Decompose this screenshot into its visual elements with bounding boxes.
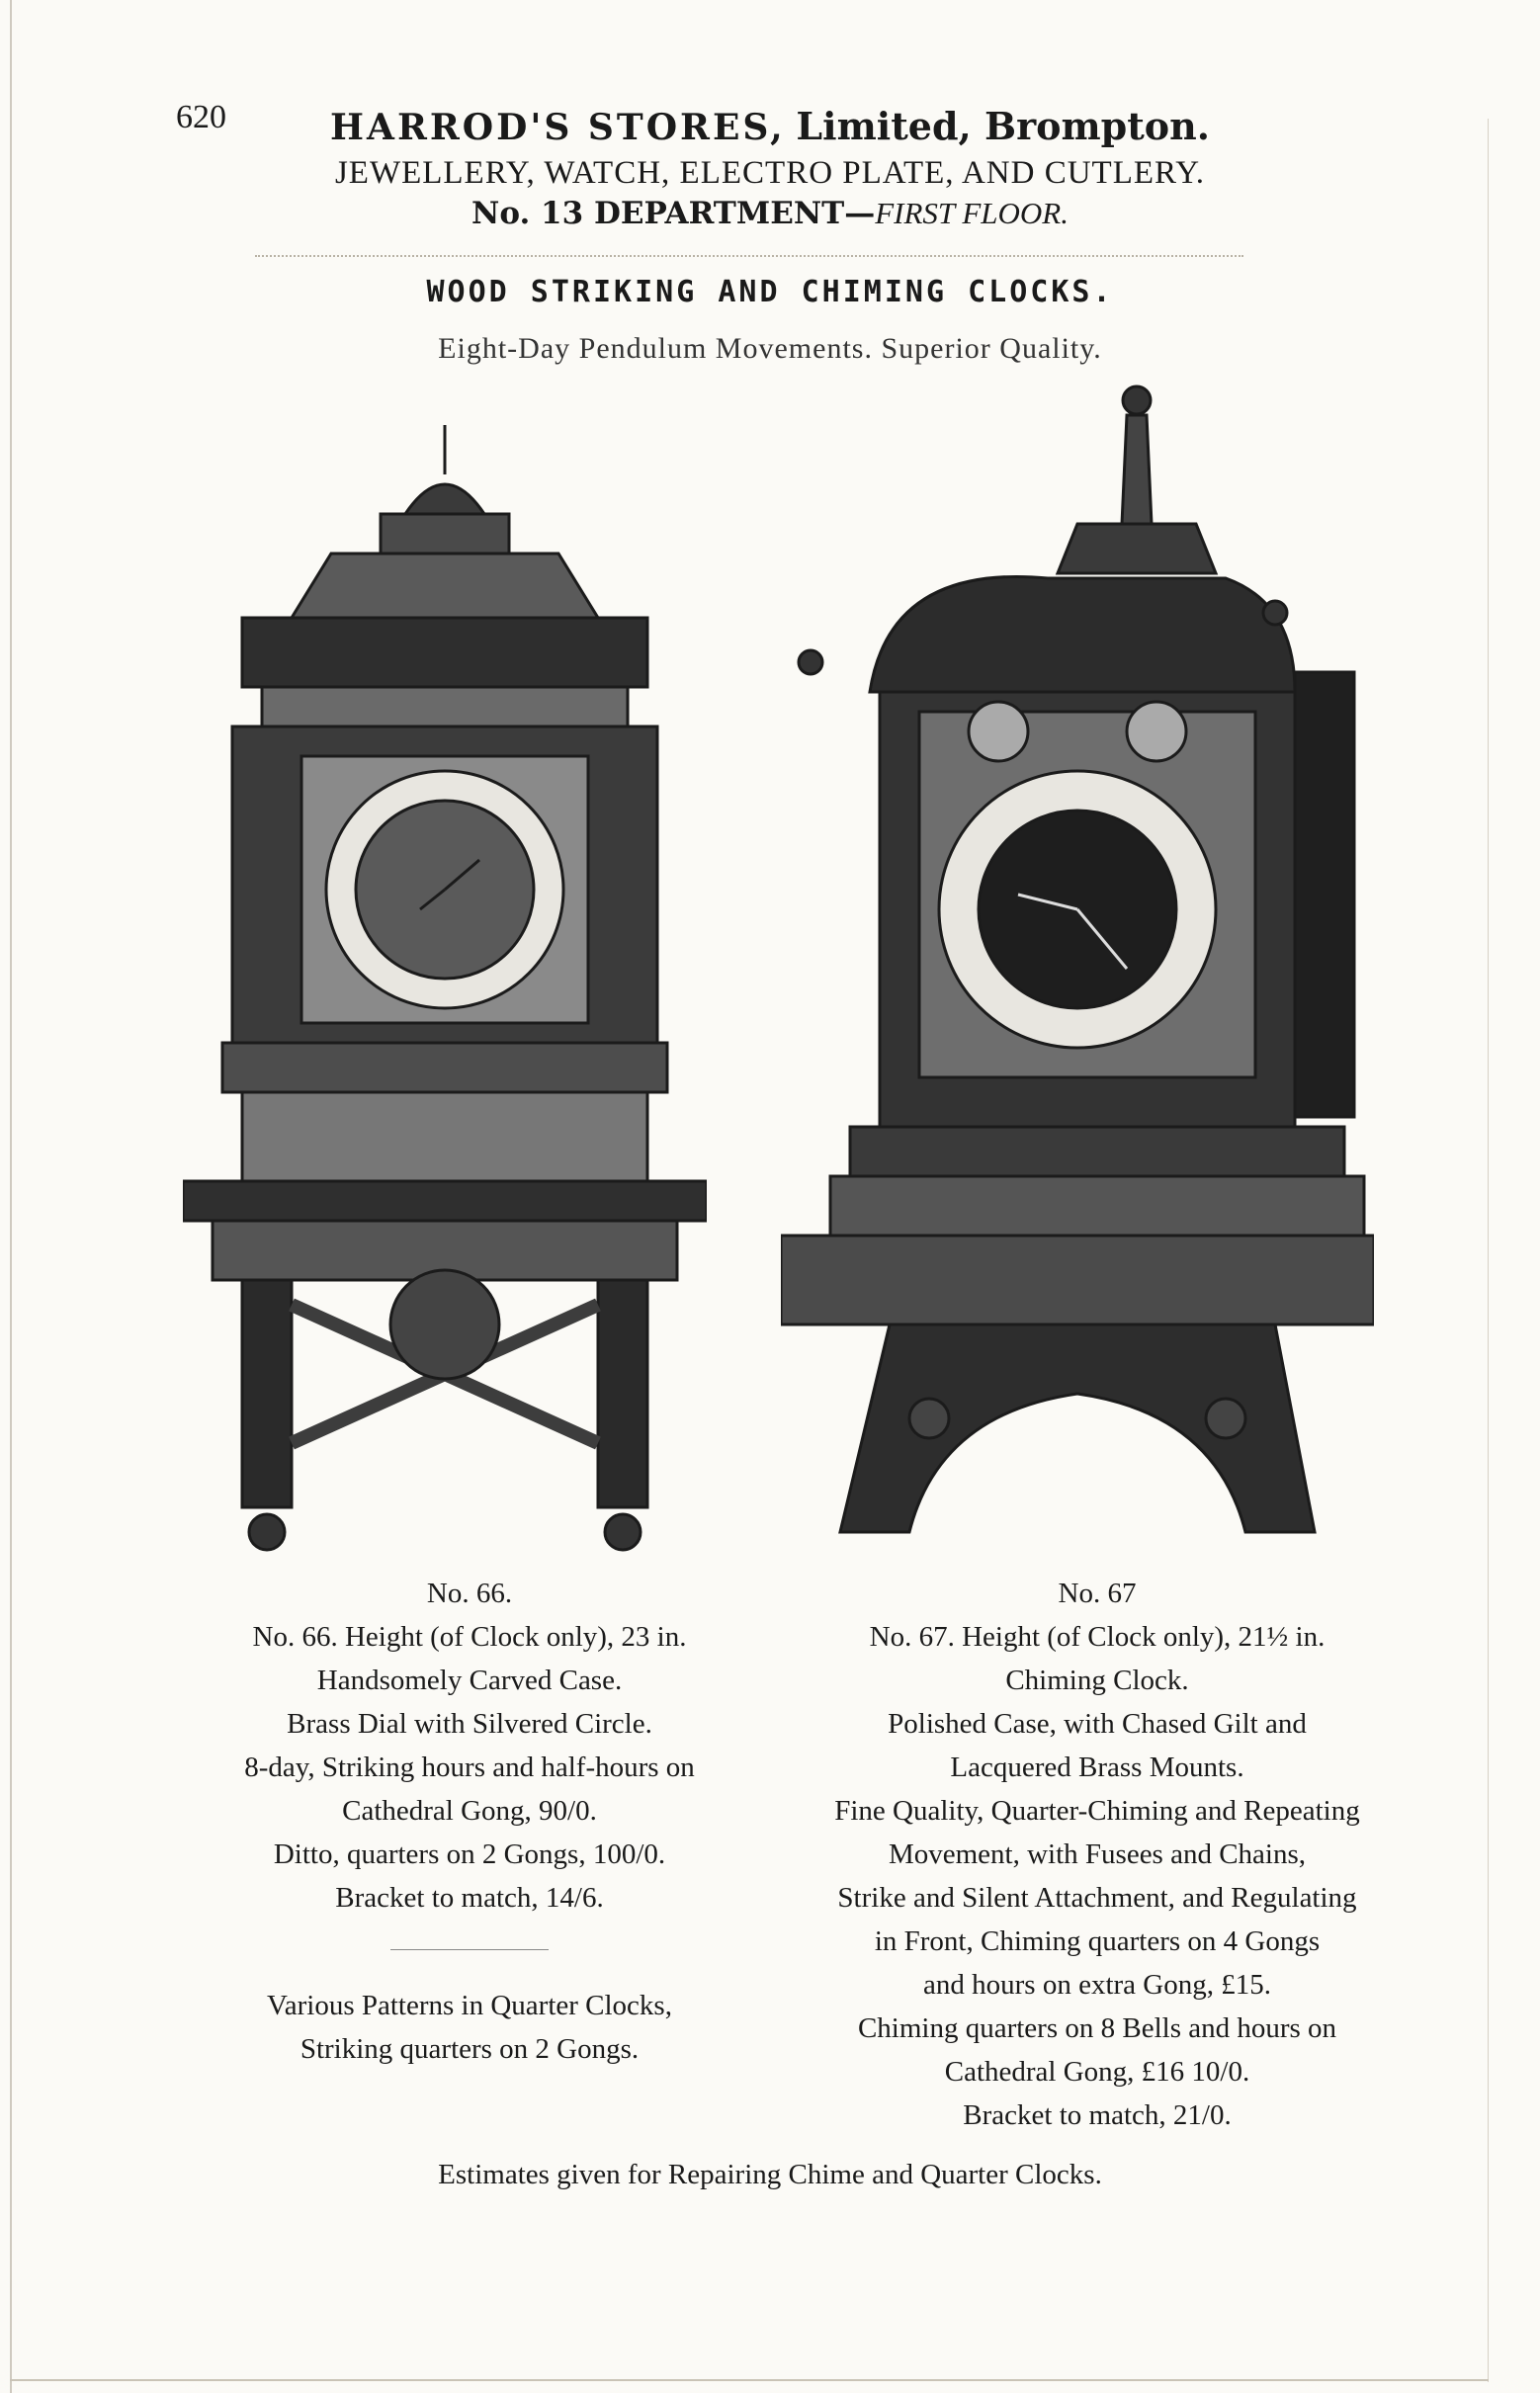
floor-line — [0, 196, 1540, 231]
description-line: Cathedral Gong, £16 10/0. — [944, 2056, 1250, 2088]
description-line: Bracket to match, 21/0. — [963, 2099, 1232, 2131]
description-line: Chiming Clock. — [1005, 1665, 1189, 1696]
description-line: Polished Case, with Chased Gilt and — [888, 1708, 1307, 1740]
description-line: Strike and Silent Attachment, and Regulating — [837, 1882, 1357, 1914]
figure-label-66: No. 66. — [426, 1578, 513, 1609]
floor-name: FIRST FLOOR. — [875, 196, 1069, 230]
footer-note: Estimates given for Repairing Chime and Quarter Clocks. — [438, 2159, 1102, 2190]
description-line: No. 67. Height (of Clock only), 21½ in. — [869, 1621, 1326, 1653]
description-line: Fine Quality, Quarter-Chiming and Repeating — [834, 1795, 1360, 1827]
page-edge-right — [1488, 119, 1489, 2382]
description-line: No. 66. Height (of Clock only), 23 in. — [252, 1621, 687, 1653]
section-title: WOOD STRIKING AND CHIMING CLOCKS. — [426, 275, 1114, 309]
clock-66-illustration — [183, 415, 707, 1562]
description-line: Movement, with Fusees and Chains, — [888, 1838, 1307, 1870]
description-line: Handsomely Carved Case. — [316, 1665, 623, 1696]
description-line: Ditto, quarters on 2 Gongs, 100/0. — [273, 1838, 666, 1870]
figure-label-67: No. 67 — [1058, 1578, 1137, 1609]
department-line: JEWELLERY, WATCH, ELECTRO PLATE, AND CUTLERY. — [334, 155, 1206, 191]
description-line: and hours on extra Gong, £15. — [923, 1969, 1271, 2001]
page-header — [0, 99, 1540, 231]
header-divider — [255, 255, 1243, 257]
clock-67-description — [791, 1572, 1404, 2137]
note-line: Various Patterns in Quarter Clocks, — [267, 1990, 672, 2021]
page-edge-bottom — [10, 2379, 1489, 2381]
page-number: 620 — [176, 99, 226, 135]
note-line: Striking quarters on 2 Gongs. — [299, 2033, 640, 2065]
note-divider — [390, 1949, 549, 1950]
description-line: Bracket to match, 14/6. — [335, 1882, 604, 1914]
clock-67-illustration — [781, 376, 1374, 1552]
department-number: No. 13 DEPARTMENT— — [471, 196, 876, 231]
section-subtitle: Eight-Day Pendulum Movements. Superior Quality. — [438, 332, 1102, 365]
description-line: 8-day, Striking hours and half-hours on — [244, 1752, 695, 1783]
store-name: HARROD'S STORES, — [330, 107, 786, 148]
description-line: Brass Dial with Silvered Circle. — [287, 1708, 652, 1740]
description-line: Lacquered Brass Mounts. — [950, 1752, 1244, 1783]
description-line: in Front, Chiming quarters on 4 Gongs — [874, 1925, 1321, 1957]
clock-66-description — [158, 1572, 781, 2071]
store-title — [0, 99, 1540, 155]
description-line: Cathedral Gong, 90/0. — [342, 1795, 597, 1827]
description-line: Chiming quarters on 8 Bells and hours on — [857, 2012, 1337, 2044]
store-location: Limited, Brompton. — [796, 104, 1210, 148]
